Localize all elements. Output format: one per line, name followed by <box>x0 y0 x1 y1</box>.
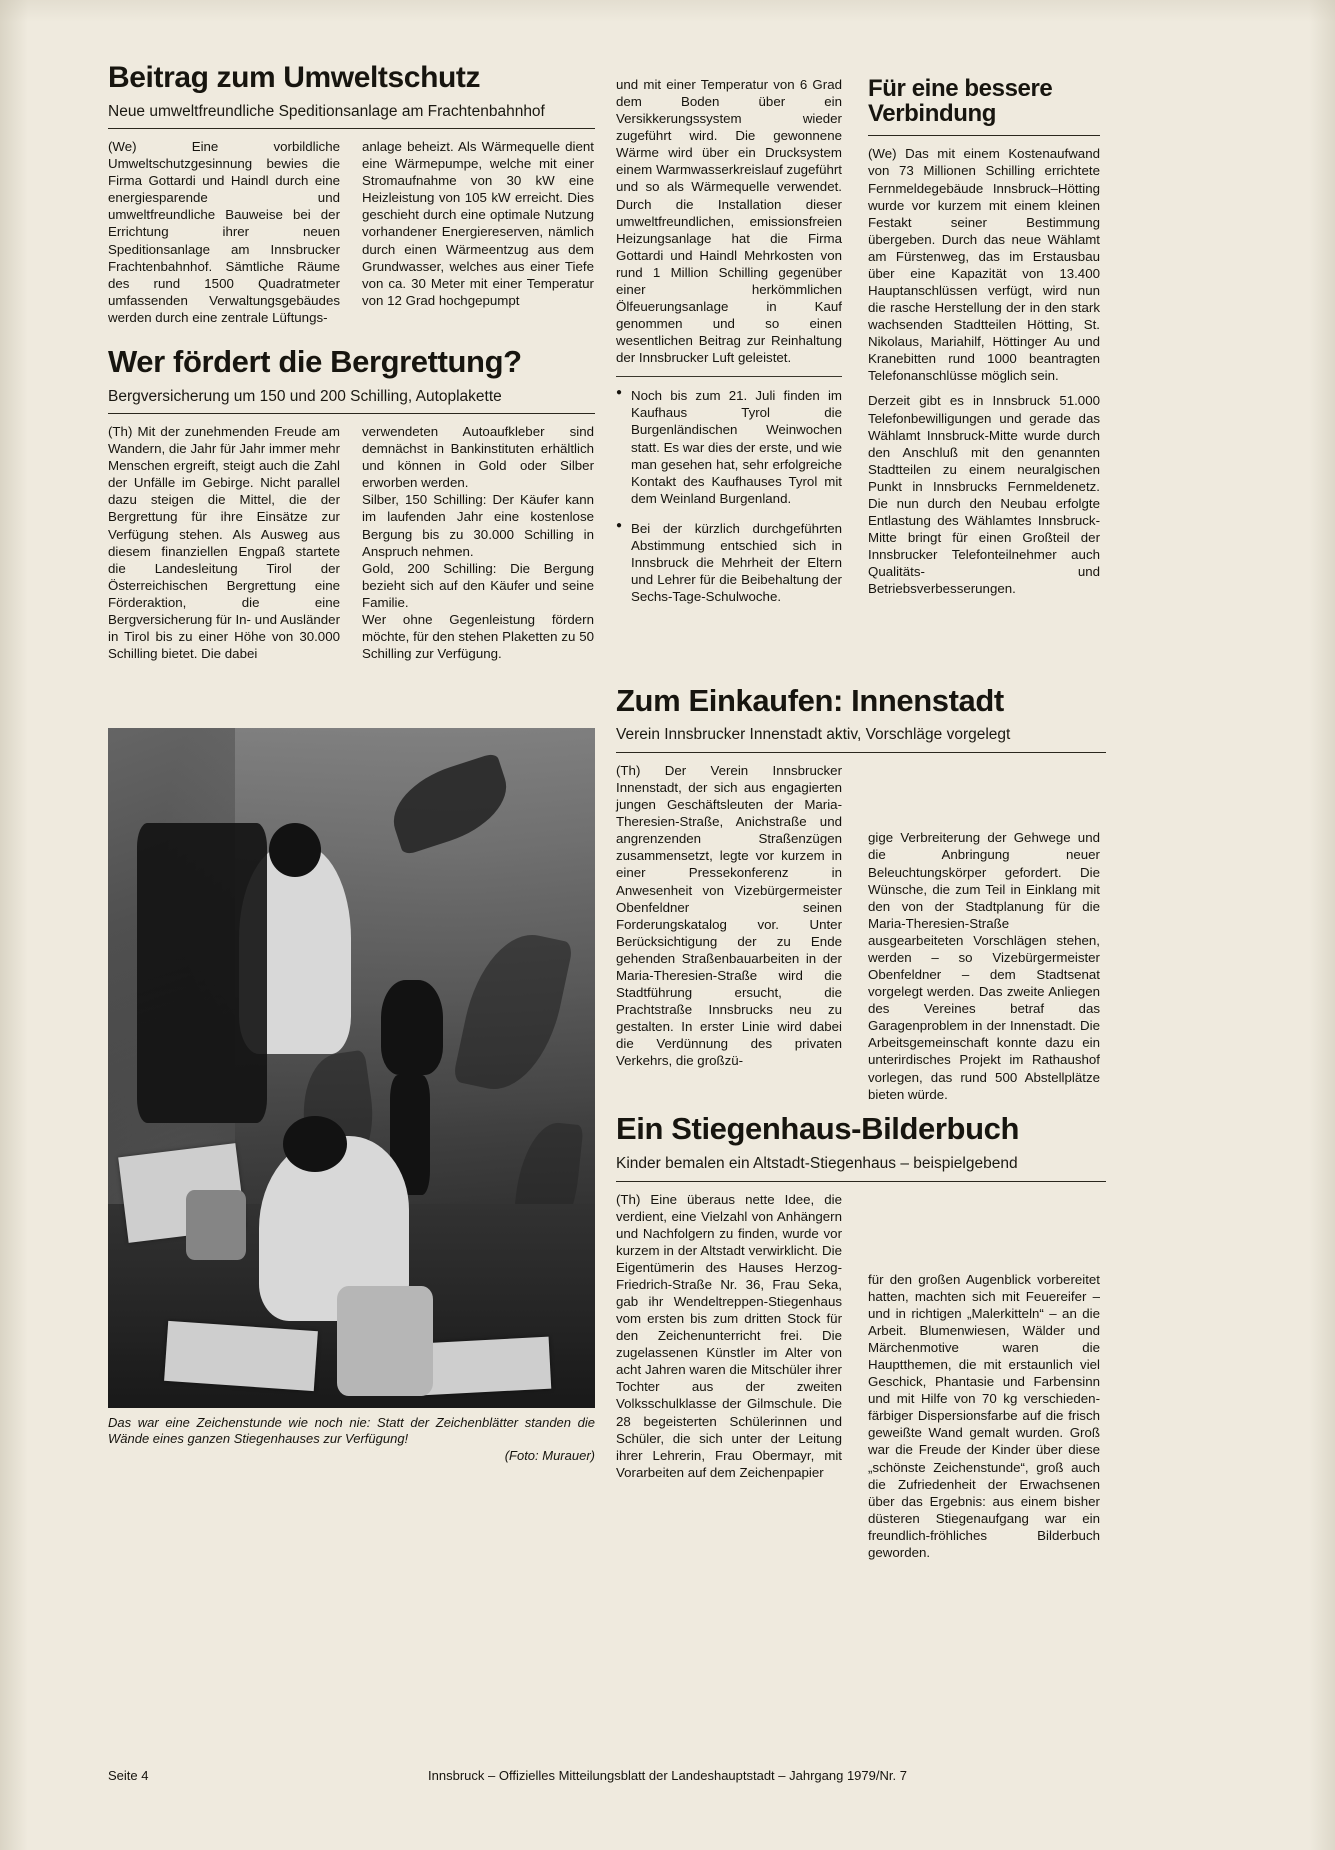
article-stiegenhaus-headline: Ein Stiegenhaus-Bilderbuch <box>616 1111 1019 1147</box>
photo-caption-text: Das war eine Zeichenstunde wie noch nie: Statt der Zeichenblätter standen die Wände eines ganzen Stiegenhauses zur Verfügung! <box>108 1415 595 1447</box>
article-stiegenhaus-col1: (Th) Eine überaus nette Idee, die verdient, eine Vielzahl von Anhängern und Nachfolgern zu finden, wurde vor kurzem in der Altstadt verwirklicht. Die Eigentümerin des Hauses Herzog-Friedrich-Straße Nr. 36, Frau Seka, gab ihr Wendeltreppen-Stiegenhaus vom ersten bis zum dritten Stock für den Zeichenunterricht frei. Die zugelassenen Künstler im Alter von acht Jahren waren die Mitschüler ihrer Tochter aus der zweiten Volksschulklasse der Gilmschule. Die 28 begeisterten Schülerinnen und Schüler, die sich unter der Leitung ihrer Lehrerin, Frau Obermayr, mit Vorarbeiten auf dem Zeichenpapier <box>616 1191 842 1480</box>
article-umweltschutz-subhead: Neue umweltfreundliche Speditionsanlage am Frachtenbahnhof <box>108 102 545 120</box>
photo-block <box>108 728 595 1464</box>
article-bergrettung-columns <box>108 423 595 662</box>
brief-item-1: ● Noch bis zum 21. Juli finden im Kaufhaus Tyrol die Burgenländischen Weinwochen statt. Es war dies der erste, und wie man gesehen hat, sehr erfolgreiche Kontakt des Kaufhauses Tyrol mit dem Weinland Burgenland. <box>616 387 842 507</box>
article-innenstadt-col2: gige Verbreiterung der Gehwege und die Anbringung neuer Beleuchtungskörper gefordert. Die Wünsche, die zum Teil in Einklang mit den von der Stadtplanung für die Maria-Theresien-Straße ausgearbeiteten Vorschlägen stehen, werden – so Vizebürgermeister Obenfeldner – dem Stadtsenat vorgelegt werden. Das zweite Anliegen des Vereines betraf das Garagenproblem in der Innenstadt. Die Arbeitsgemeinschaft konnte dazu ein unterirdisches Projekt im Rathaushof vorlegen, das rund 500 Abstellplätze bieten würde. <box>868 830 1100 1102</box>
article-stiegenhaus-col2: für den großen Augenblick vorbereitet hatten, machten sich mit Feuereifer – und in richtigen „Malerkitteln“ – an die Arbeit. Blumenwiesen, Wälder und Märchenmotive waren die Hauptthemen, die mit erstaunlich viel Geschick, Phantasie und Farbensinn und mit Hilfe von 70 kg verschieden-färbiger Dispersionsfarbe auf die frisch geweißte Wand gemalt wurden. Groß war die Freude der Kinder über diese „schönste Zeichenstunde“, groß auch die Zufriedenheit der Erwachsenen über das Ergebnis: aus einem bisher düsteren Stiegenaufgang war ein freundlich-fröhliches Bilderbuch geworden. <box>868 1271 1100 1560</box>
article-innenstadt-headline: Zum Einkaufen: Innenstadt <box>616 682 1004 718</box>
photo-credit: (Foto: Murauer) <box>504 1447 595 1463</box>
left-column <box>108 61 595 1463</box>
photo-caption <box>108 1415 595 1464</box>
article-umweltschutz-columns <box>108 138 595 326</box>
article-verbindung-col2: Derzeit gibt es in Innsbruck 51.000 Telefonbewilligungen und gerade das Wählamt Innsbruck-Mitte wurde durch den Anschluß mit den genannten Stadtteilen zu einem neuralgischen Punkt in Innsbrucks Fernmeldenetz. Die nun durch den Neubau erfolgte Entlastung des Wählamtes Innsbruck-Mitte bringt für einen Großteil der Innsbrucker Telefonteilnehmer auch Qualitäts- und Betriebsverbesserungen. <box>868 393 1100 597</box>
article-innenstadt-col1: (Th) Der Verein Innsbrucker Innenstadt, der sich aus engagierten jungen Geschäftsleuten der Maria-Theresien-Straße, Anichstraße und angrenzenden Straßenzügen zusammensetzt, legte vor kurzem in einer Pressekonferenz in Anwesenheit von Vizebürgermeister Obenfeldner seinen Forderungskatalog vor. Unter Berücksichtigung der zu Ende gehenden Straßenbauarbeiten in der Maria-Theresien-Straße wird die Stadtführung ersucht, die Prachtstraße Innsbrucks neu zu gestalten. In erster Linie wird dabei die Verdünnung des privaten Verkehrs, die großzü- <box>616 763 842 1069</box>
page-number: Seite 4 <box>108 1768 149 1783</box>
article-bergrettung <box>108 343 595 662</box>
article-verbindung-col1: (We) Das mit einem Kostenaufwand von 73 Millionen Schilling errichtete Fernmeldegebäude Innsbruck–Hötting wurde vor kurzem mit einem kleinen Festakt seiner Bestimmung übergeben. Durch das neue Wählamt am Fürstenweg, das im Erstausbau über eine Kapazität von 13.400 Hauptanschlüssen verfügt, wird nun die rasche Herstellung der in den stark wachsenden Stadtteilen Hötting, St. Nikolaus, Mariahilf, Höttinger Au und Kranebitten rund 1000 beantragten Telefonanschlüsse möglich sein. <box>868 146 1100 384</box>
article-umweltschutz-col3: und mit einer Temperatur von 6 Grad dem Boden über ein Versikkerungssystem wieder zugeführt wird. Die gewonnene Wärme wird über ein Drucksystem einem Warmwasserkreislauf zugeführt und so als Wärmequelle verwendet. Durch die Installation dieser umweltfreundlichen, emissionsfreien Heizungsanlage hat die Firma Gottardi und Haindl Mehrkosten von rund 1 Million Schilling gegenüber einer herkömmlichen Ölfeuerungsanlage in Kauf genommen und so einen wesentlichen Beitrag zur Reinhaltung der Innsbrucker Luft geleistet. <box>616 77 842 366</box>
divider-rule <box>108 413 595 414</box>
article-innenstadt-subhead: Verein Innsbrucker Innenstadt aktiv, Vorschläge vorgelegt <box>616 726 1011 744</box>
right-column <box>868 76 1100 1561</box>
article-verbindung <box>868 76 1100 597</box>
divider-rule <box>108 128 595 129</box>
article-umweltschutz <box>108 62 595 326</box>
article-umweltschutz-col2: anlage beheizt. Als Wärmequelle dient eine Wärmepumpe, welche mit einer Stromaufnahme von 30 kW eine Heizleistung von 105 kW erreicht. Dies geschieht durch eine optimale Nutzung vorhandener Energiereserven, nämlich durch einen Wärmeentzug aus dem Grundwasser, welches aus einer Tiefe von ca. 30 Meter mit einer Temperatur von 12 Grad hochgepumpt <box>362 139 594 308</box>
article-umweltschutz-col1: (We) Eine vorbildliche Umweltschutzgesinnung bewies die Firma Gottardi und Haindl durch eine energiesparende und umweltfreundliche Bauweise bei der Errichtung ihrer neuen Speditionsanlage am Innsbrucker Frachtenbahnhof. Sämtliche Räume des rund 1500 Quadratmeter umfassenden Verwaltungsgebäudes werden durch eine zentrale Lüftungs- <box>108 139 340 325</box>
article-stiegenhaus-subhead: Kinder bemalen ein Altstadt-Stiegenhaus – beispielgebend <box>616 1154 1018 1172</box>
divider-rule <box>868 135 1100 136</box>
footer-masthead: Innsbruck – Offizielles Mitteilungsblatt der Landeshauptstadt – Jahrgang 1979/Nr. 7 <box>428 1768 907 1783</box>
article-bergrettung-col2: verwendeten Autoaufkleber sind demnächst in Bankinstituten erhältlich und können in Gold oder Silber erworben werden. Silber, 150 Schilling: Der Käufer kann im laufenden Jahr eine kostenlose Bergung bis zu 30.000 Schilling in Anspruch nehmen. Gold, 200 Schilling: Die Bergung bezieht sich auf den Käufer und seine Familie. Wer ohne Gegenleistung fördern möchte, für den stehen Plaketten zu 50 Schilling zur Verfügung. <box>362 424 594 662</box>
page-content <box>108 62 1186 1762</box>
article-bergrettung-col1: (Th) Mit der zunehmenden Freude am Wandern, die Jahr für Jahr immer mehr Menschen ergreift, steigt auch die Zahl der Unfälle im Gebirge. Nicht parallel dazu steigen die Mittel, die der Bergrettung für ihre Einsätze zur Verfügung stehen. Als Ausweg aus diesem finanziellen Engpaß startete die Landesleitung Tirol der Österreichischen Bergrettung eine Förderaktion, die eine Bergversicherung für In- und Ausländer in Tirol bis zu einer Höhe von 30.000 Schilling bietet. Die dabei <box>108 424 340 662</box>
article-stiegenhaus-left <box>616 1111 1019 1480</box>
divider-rule <box>616 376 842 377</box>
brief-item-2: ● Bei der kürzlich durchgeführten Abstimmung entschied sich in Innsbruck die Mehrheit der Eltern und Lehrer für die Beibehaltung der Sechs-Tage-Schulwoche. <box>616 520 842 605</box>
photo-stiegenhaus <box>108 728 595 1408</box>
article-umweltschutz-headline: Beitrag zum Umweltschutz <box>108 61 481 94</box>
article-verbindung-headline: Für eine bessere Verbindung <box>868 75 1053 128</box>
article-bergrettung-subhead: Bergversicherung um 150 und 200 Schilling, Autoplakette <box>108 387 502 405</box>
article-bergrettung-headline: Wer fördert die Bergrettung? <box>108 343 522 379</box>
